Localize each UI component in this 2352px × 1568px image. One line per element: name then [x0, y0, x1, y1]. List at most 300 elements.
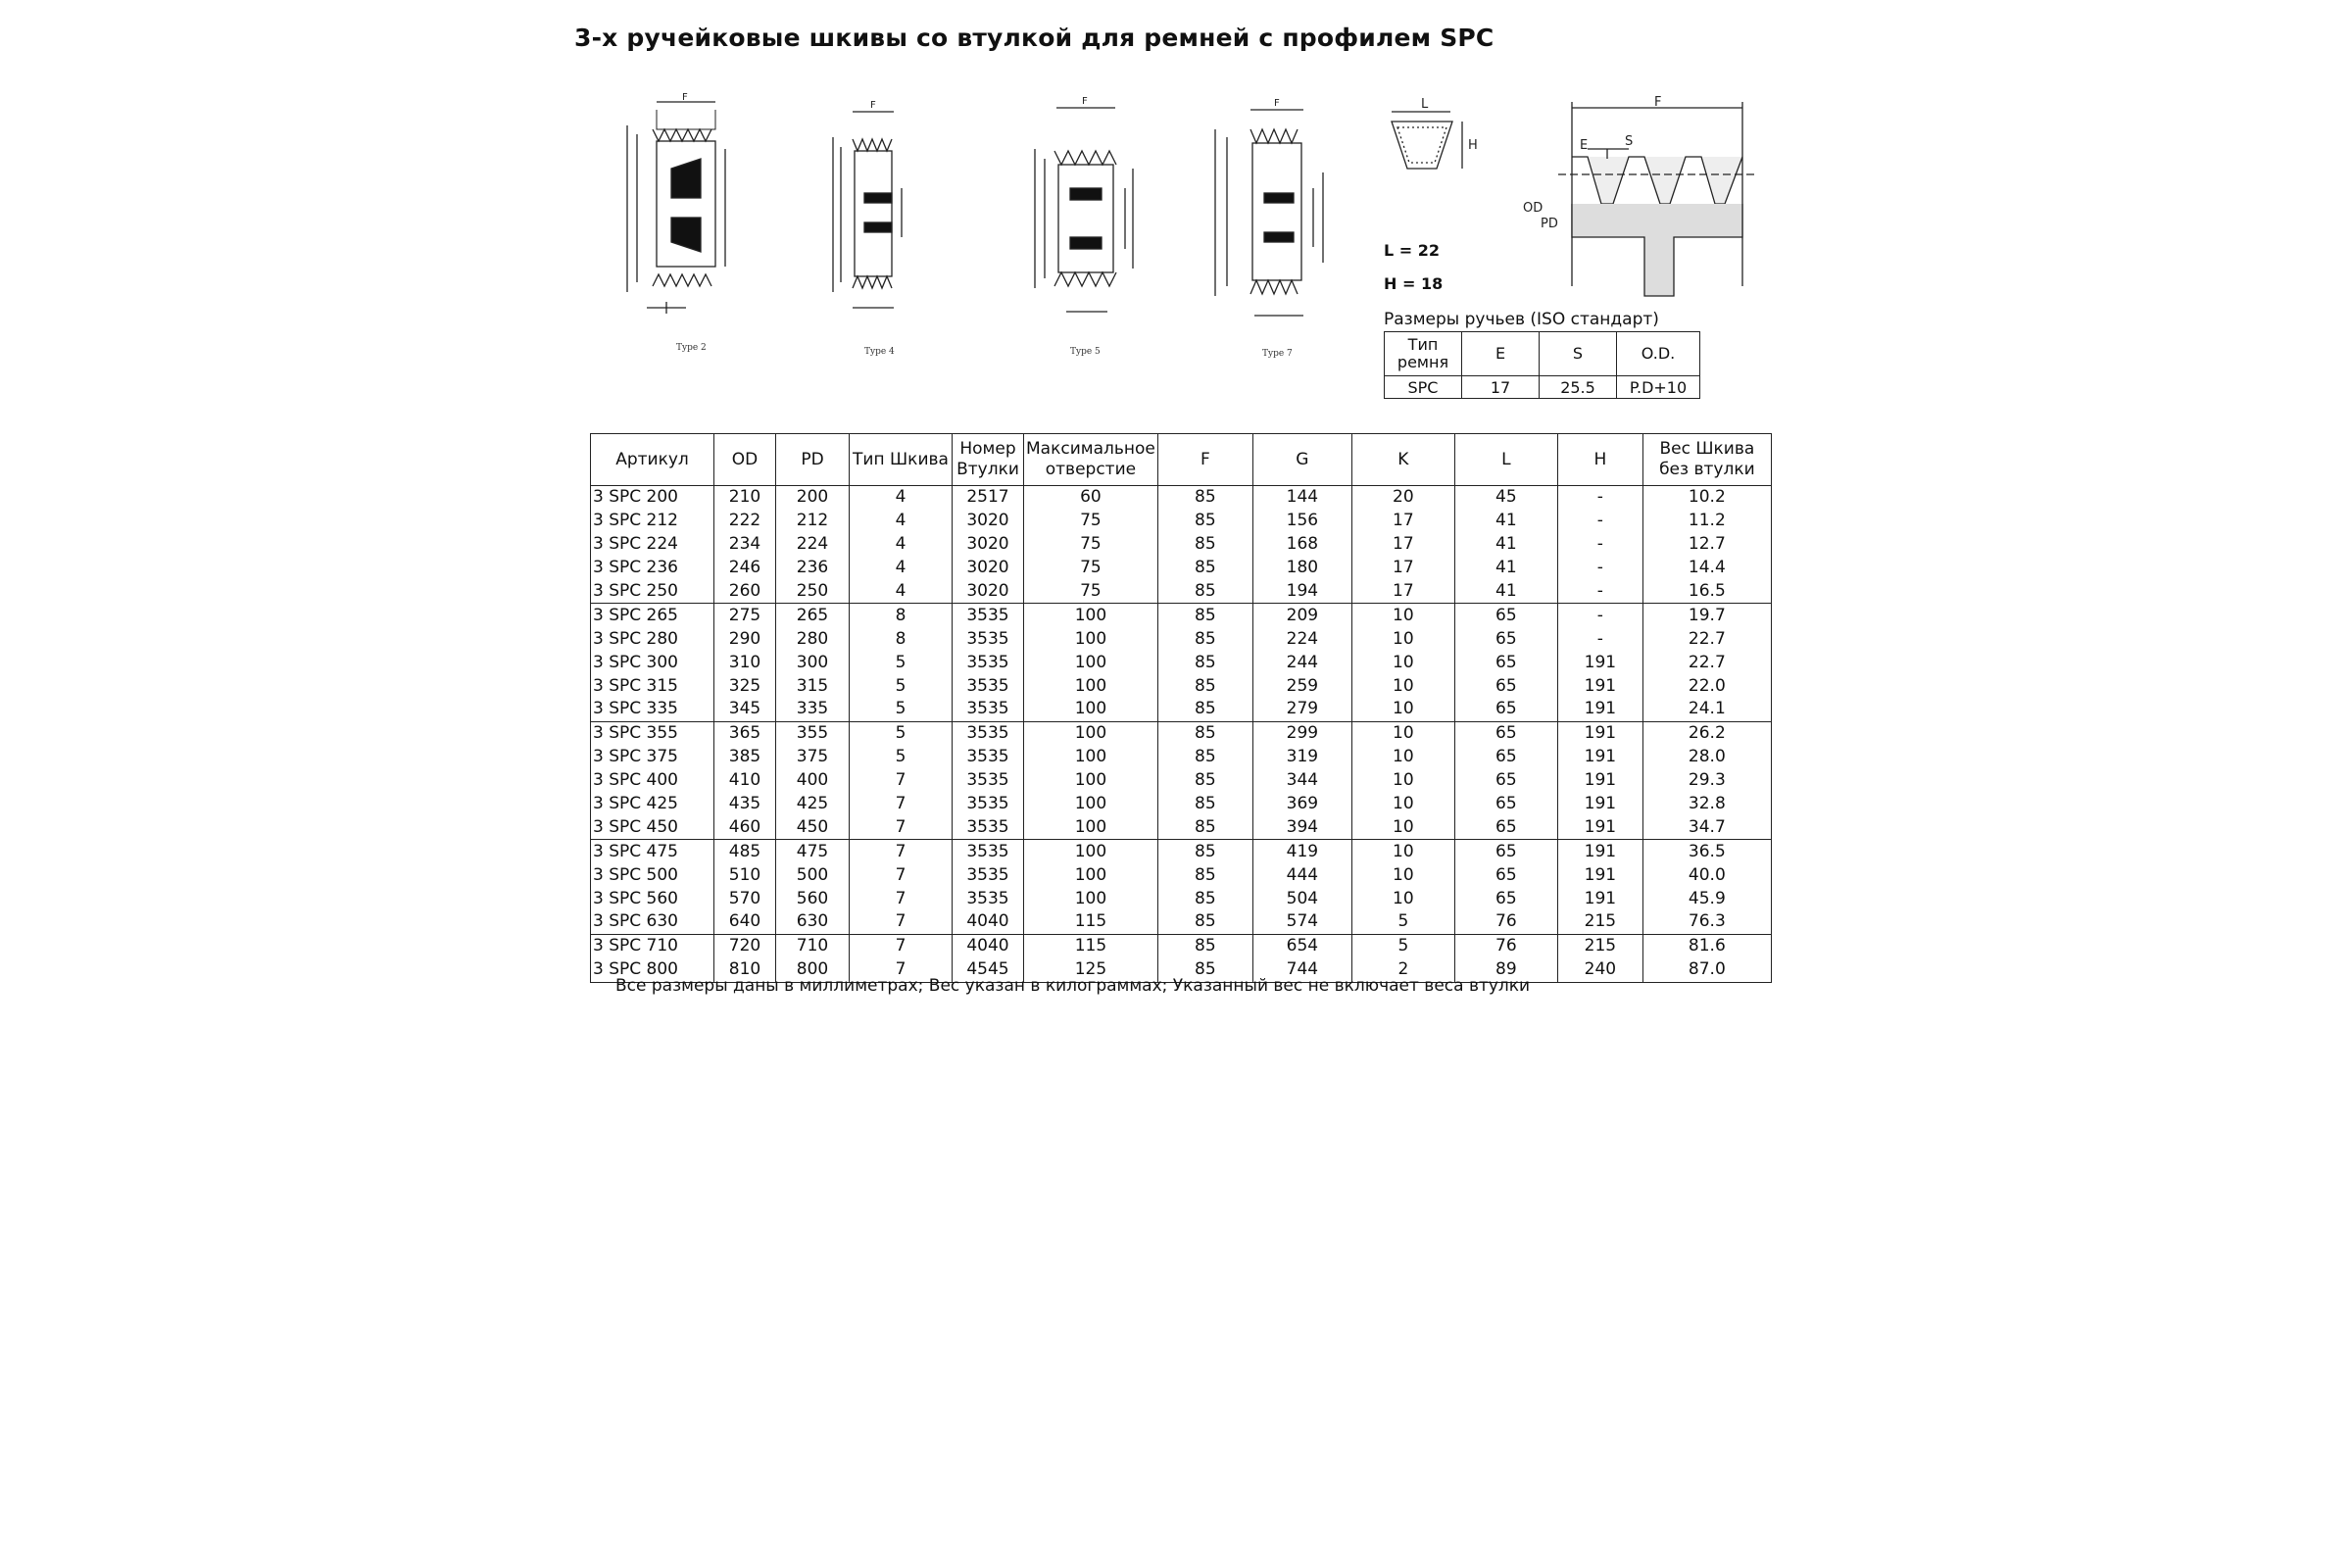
table-cell: 19.7 [1642, 604, 1771, 627]
table-cell: 65 [1454, 769, 1557, 793]
table-cell: 444 [1252, 863, 1351, 887]
table-cell: 85 [1157, 604, 1252, 627]
table-cell: 365 [714, 721, 776, 745]
article-cell: 3 SPC 280 [591, 627, 714, 651]
table-row [591, 580, 1772, 604]
table-cell: 290 [714, 627, 776, 651]
table-cell: 355 [776, 721, 850, 745]
table-cell: 210 [714, 486, 776, 510]
table-cell: 11.2 [1642, 510, 1771, 533]
pulley-type-4-drawing [833, 112, 902, 308]
table-cell: 100 [1024, 721, 1158, 745]
table-cell: 65 [1454, 863, 1557, 887]
table-cell: 3535 [953, 863, 1024, 887]
table-cell: 22.0 [1642, 674, 1771, 698]
article-cell: 3 SPC 450 [591, 815, 714, 839]
table-cell: 4545 [953, 958, 1024, 982]
table-cell: 244 [1252, 651, 1351, 674]
table-cell: 4040 [953, 910, 1024, 934]
table-cell: 7 [850, 887, 953, 910]
table-cell: 419 [1252, 840, 1351, 863]
table-cell: 191 [1557, 863, 1642, 887]
table-cell: 7 [850, 934, 953, 957]
groove-cell: 25.5 [1540, 376, 1617, 399]
table-cell: 7 [850, 840, 953, 863]
table-cell: 279 [1252, 698, 1351, 721]
table-cell: 574 [1252, 910, 1351, 934]
table-cell: 100 [1024, 840, 1158, 863]
table-cell: 14.4 [1642, 557, 1771, 580]
table-cell: 325 [714, 674, 776, 698]
table-cell: 7 [850, 863, 953, 887]
table-cell: 3535 [953, 698, 1024, 721]
belt-H-value: H = 18 [1384, 274, 1444, 293]
table-cell: 100 [1024, 674, 1158, 698]
table-cell: 76 [1454, 910, 1557, 934]
header-g: G [1252, 434, 1351, 486]
table-cell: 17 [1351, 510, 1454, 533]
header-k: K [1351, 434, 1454, 486]
page-title: 3-х ручейковые шкивы со втулкой для ремней с профилем SPC [574, 24, 1494, 52]
type-2-caption: Type 2 [676, 343, 707, 353]
table-row [591, 863, 1772, 887]
table-cell: - [1557, 533, 1642, 557]
table-cell: 460 [714, 815, 776, 839]
table-row [591, 510, 1772, 533]
table-cell: 3535 [953, 840, 1024, 863]
table-cell: 200 [776, 486, 850, 510]
table-cell: 10 [1351, 698, 1454, 721]
table-cell: 85 [1157, 746, 1252, 769]
table-cell: 85 [1157, 934, 1252, 957]
table-cell: 191 [1557, 674, 1642, 698]
table-row [591, 840, 1772, 863]
article-cell: 3 SPC 560 [591, 887, 714, 910]
belt-L-value: L = 22 [1384, 241, 1441, 260]
table-cell: 26.2 [1642, 721, 1771, 745]
table-cell: 81.6 [1642, 934, 1771, 957]
pulley-spec-table [590, 433, 1772, 983]
table-cell: 191 [1557, 769, 1642, 793]
table-cell: 400 [776, 769, 850, 793]
article-cell: 3 SPC 710 [591, 934, 714, 957]
table-cell: 800 [776, 958, 850, 982]
table-cell: 654 [1252, 934, 1351, 957]
table-cell: 259 [1252, 674, 1351, 698]
table-row [591, 533, 1772, 557]
type-5-caption: Type 5 [1070, 347, 1101, 357]
groove-header-cell: Тип ремня [1385, 332, 1462, 376]
table-cell: 65 [1454, 815, 1557, 839]
table-cell: 3535 [953, 674, 1024, 698]
table-cell: 3535 [953, 769, 1024, 793]
table-cell: 40.0 [1642, 863, 1771, 887]
table-cell: 85 [1157, 769, 1252, 793]
table-cell: 29.3 [1642, 769, 1771, 793]
table-cell: 315 [776, 674, 850, 698]
header-pulley-type: Тип Шкива [850, 434, 953, 486]
table-cell: 3535 [953, 793, 1024, 816]
groove-header-cell: O.D. [1617, 332, 1700, 376]
table-cell: 224 [776, 533, 850, 557]
table-cell: 191 [1557, 840, 1642, 863]
table-cell: 85 [1157, 627, 1252, 651]
table-cell: 222 [714, 510, 776, 533]
table-cell: 65 [1454, 604, 1557, 627]
pulley-type-5-drawing [1035, 108, 1133, 312]
table-cell: 85 [1157, 651, 1252, 674]
table-row [591, 934, 1772, 957]
table-cell: 2 [1351, 958, 1454, 982]
table-cell: 3020 [953, 580, 1024, 604]
table-cell: 85 [1157, 486, 1252, 510]
groove-header-cell: S [1540, 332, 1617, 376]
table-cell: - [1557, 627, 1642, 651]
table-cell: 144 [1252, 486, 1351, 510]
table-cell: 275 [714, 604, 776, 627]
table-cell: 5 [1351, 934, 1454, 957]
groove-table-row [1385, 376, 1700, 399]
article-cell: 3 SPC 212 [591, 510, 714, 533]
table-cell: 85 [1157, 510, 1252, 533]
article-cell: 3 SPC 300 [591, 651, 714, 674]
table-cell: 65 [1454, 651, 1557, 674]
table-cell: 10 [1351, 769, 1454, 793]
table-header-row [591, 434, 1772, 486]
dim-F-label: F [870, 100, 876, 111]
table-cell: 10 [1351, 627, 1454, 651]
table-cell: 191 [1557, 651, 1642, 674]
table-cell: 10.2 [1642, 486, 1771, 510]
table-cell: 10 [1351, 651, 1454, 674]
table-cell: 41 [1454, 557, 1557, 580]
dim-F-label: F [682, 92, 688, 103]
table-cell: 369 [1252, 793, 1351, 816]
table-cell: 22.7 [1642, 651, 1771, 674]
table-cell: 5 [850, 651, 953, 674]
table-cell: 240 [1557, 958, 1642, 982]
table-cell: 180 [1252, 557, 1351, 580]
groove-F-label: F [1654, 95, 1662, 110]
table-cell: 209 [1252, 604, 1351, 627]
table-cell: 10 [1351, 793, 1454, 816]
table-cell: 100 [1024, 604, 1158, 627]
table-cell: 394 [1252, 815, 1351, 839]
table-cell: 60 [1024, 486, 1158, 510]
table-cell: 85 [1157, 533, 1252, 557]
table-cell: 7 [850, 958, 953, 982]
table-cell: 5 [850, 721, 953, 745]
table-cell: 100 [1024, 793, 1158, 816]
table-cell: 41 [1454, 533, 1557, 557]
groove-profile-drawing [1558, 102, 1754, 296]
header-pd: PD [776, 434, 850, 486]
article-cell: 3 SPC 224 [591, 533, 714, 557]
table-cell: 45.9 [1642, 887, 1771, 910]
table-cell: 85 [1157, 815, 1252, 839]
table-cell: 10 [1351, 721, 1454, 745]
table-cell: 34.7 [1642, 815, 1771, 839]
groove-header-cell: E [1462, 332, 1540, 376]
table-cell: 20 [1351, 486, 1454, 510]
table-cell: 75 [1024, 510, 1158, 533]
table-cell: 3535 [953, 815, 1024, 839]
header-l: L [1454, 434, 1557, 486]
table-cell: 191 [1557, 698, 1642, 721]
table-cell: 5 [1351, 910, 1454, 934]
table-cell: 100 [1024, 627, 1158, 651]
table-cell: 65 [1454, 887, 1557, 910]
table-cell: 345 [714, 698, 776, 721]
header-bushing-number: Номер Втулки [953, 434, 1024, 486]
table-cell: 41 [1454, 510, 1557, 533]
table-cell: 7 [850, 769, 953, 793]
table-cell: 410 [714, 769, 776, 793]
article-cell: 3 SPC 265 [591, 604, 714, 627]
table-cell: 85 [1157, 698, 1252, 721]
table-cell: 720 [714, 934, 776, 957]
table-cell: 22.7 [1642, 627, 1771, 651]
table-cell: 65 [1454, 793, 1557, 816]
groove-table-header [1385, 332, 1700, 376]
table-cell: 17 [1351, 580, 1454, 604]
table-cell: 215 [1557, 934, 1642, 957]
table-cell: 10 [1351, 863, 1454, 887]
table-cell: 100 [1024, 863, 1158, 887]
table-cell: 32.8 [1642, 793, 1771, 816]
table-cell: 89 [1454, 958, 1557, 982]
table-row [591, 604, 1772, 627]
table-cell: 4 [850, 486, 953, 510]
table-cell: 5 [850, 698, 953, 721]
article-cell: 3 SPC 800 [591, 958, 714, 982]
table-row [591, 486, 1772, 510]
table-cell: 100 [1024, 815, 1158, 839]
table-cell: 710 [776, 934, 850, 957]
article-cell: 3 SPC 236 [591, 557, 714, 580]
table-row [591, 910, 1772, 934]
table-cell: 3535 [953, 721, 1024, 745]
table-cell: 85 [1157, 721, 1252, 745]
table-cell: 28.0 [1642, 746, 1771, 769]
table-cell: 3535 [953, 604, 1024, 627]
table-cell: 744 [1252, 958, 1351, 982]
table-cell: 335 [776, 698, 850, 721]
type-7-caption: Type 7 [1262, 349, 1293, 359]
table-cell: 435 [714, 793, 776, 816]
table-cell: 100 [1024, 769, 1158, 793]
table-cell: 265 [776, 604, 850, 627]
table-cell: 65 [1454, 746, 1557, 769]
table-cell: 100 [1024, 887, 1158, 910]
article-cell: 3 SPC 315 [591, 674, 714, 698]
table-cell: 191 [1557, 746, 1642, 769]
table-cell: 7 [850, 910, 953, 934]
table-cell: 75 [1024, 557, 1158, 580]
pulley-type-2-drawing [627, 102, 725, 314]
dim-F-label: F [1082, 96, 1088, 107]
table-row [591, 746, 1772, 769]
table-row [591, 651, 1772, 674]
table-cell: 85 [1157, 958, 1252, 982]
article-cell: 3 SPC 475 [591, 840, 714, 863]
groove-E-label: E [1580, 138, 1589, 153]
table-cell: 191 [1557, 721, 1642, 745]
table-cell: 76.3 [1642, 910, 1771, 934]
table-cell: 10 [1351, 746, 1454, 769]
table-cell: 65 [1454, 721, 1557, 745]
dim-F-label: F [1274, 98, 1280, 109]
table-cell: 85 [1157, 887, 1252, 910]
table-cell: 3020 [953, 557, 1024, 580]
table-row [591, 557, 1772, 580]
header-article: Артикул [591, 434, 714, 486]
table-cell: 7 [850, 815, 953, 839]
table-cell: 115 [1024, 934, 1158, 957]
table-row [591, 793, 1772, 816]
article-cell: 3 SPC 335 [591, 698, 714, 721]
table-cell: 4 [850, 510, 953, 533]
table-cell: 17 [1351, 533, 1454, 557]
groove-table-caption: Размеры ручьев (ISO стандарт) [1384, 310, 1659, 329]
belt-H-letter: H [1468, 138, 1478, 153]
table-cell: 85 [1157, 863, 1252, 887]
table-cell: 280 [776, 627, 850, 651]
table-cell: 12.7 [1642, 533, 1771, 557]
groove-cell: 17 [1462, 376, 1540, 399]
table-cell: 500 [776, 863, 850, 887]
table-row [591, 769, 1772, 793]
article-cell: 3 SPC 500 [591, 863, 714, 887]
table-cell: 194 [1252, 580, 1351, 604]
table-cell: 191 [1557, 815, 1642, 839]
header-h: H [1557, 434, 1642, 486]
table-cell: 85 [1157, 580, 1252, 604]
table-cell: 3535 [953, 651, 1024, 674]
table-cell: 319 [1252, 746, 1351, 769]
article-cell: 3 SPC 375 [591, 746, 714, 769]
groove-cell: SPC [1385, 376, 1462, 399]
header-weight: Вес Шкива без втулки [1642, 434, 1771, 486]
groove-table [1384, 331, 1700, 399]
table-cell: 3535 [953, 746, 1024, 769]
table-cell: 76 [1454, 934, 1557, 957]
table-cell: 65 [1454, 840, 1557, 863]
table-cell: 100 [1024, 651, 1158, 674]
table-cell: - [1557, 486, 1642, 510]
table-cell: 125 [1024, 958, 1158, 982]
article-cell: 3 SPC 630 [591, 910, 714, 934]
table-cell: 85 [1157, 674, 1252, 698]
table-cell: 41 [1454, 580, 1557, 604]
table-cell: 85 [1157, 557, 1252, 580]
header-f: F [1157, 434, 1252, 486]
table-cell: 2517 [953, 486, 1024, 510]
table-row [591, 887, 1772, 910]
table-cell: - [1557, 557, 1642, 580]
groove-cell: P.D+10 [1617, 376, 1700, 399]
article-cell: 3 SPC 200 [591, 486, 714, 510]
table-cell: 85 [1157, 793, 1252, 816]
table-cell: 260 [714, 580, 776, 604]
table-cell: 191 [1557, 887, 1642, 910]
belt-profile-drawing [1392, 112, 1462, 169]
table-row [591, 721, 1772, 745]
table-cell: 85 [1157, 840, 1252, 863]
table-cell: 485 [714, 840, 776, 863]
table-cell: 4 [850, 533, 953, 557]
table-row [591, 674, 1772, 698]
table-cell: 16.5 [1642, 580, 1771, 604]
footnote: Все размеры даны в миллиметрах; Вес указан в килограммах; Указанный вес не включает веса втулки [615, 976, 1531, 996]
table-cell: 4040 [953, 934, 1024, 957]
table-cell: - [1557, 604, 1642, 627]
table-cell: 299 [1252, 721, 1351, 745]
table-cell: 5 [850, 674, 953, 698]
table-cell: 65 [1454, 698, 1557, 721]
table-cell: 224 [1252, 627, 1351, 651]
table-cell: 300 [776, 651, 850, 674]
table-cell: 8 [850, 627, 953, 651]
table-cell: 75 [1024, 533, 1158, 557]
table-cell: 425 [776, 793, 850, 816]
type-4-caption: Type 4 [864, 347, 895, 357]
table-cell: 10 [1351, 887, 1454, 910]
table-row [591, 627, 1772, 651]
header-max-bore: Максимальное отверстие [1024, 434, 1158, 486]
table-cell: 3535 [953, 887, 1024, 910]
table-cell: 168 [1252, 533, 1351, 557]
table-cell: 85 [1157, 910, 1252, 934]
table-cell: 45 [1454, 486, 1557, 510]
table-cell: 100 [1024, 698, 1158, 721]
table-row [591, 815, 1772, 839]
table-cell: 8 [850, 604, 953, 627]
pulley-type-7-drawing [1215, 110, 1323, 316]
table-cell: 215 [1557, 910, 1642, 934]
table-cell: 36.5 [1642, 840, 1771, 863]
table-cell: 156 [1252, 510, 1351, 533]
table-cell: 236 [776, 557, 850, 580]
table-cell: 344 [1252, 769, 1351, 793]
article-cell: 3 SPC 425 [591, 793, 714, 816]
table-cell: 7 [850, 793, 953, 816]
table-cell: 560 [776, 887, 850, 910]
table-cell: 24.1 [1642, 698, 1771, 721]
table-cell: 375 [776, 746, 850, 769]
groove-S-label: S [1625, 134, 1634, 149]
table-cell: 504 [1252, 887, 1351, 910]
table-cell: 630 [776, 910, 850, 934]
table-cell: 450 [776, 815, 850, 839]
table-cell: 510 [714, 863, 776, 887]
table-cell: - [1557, 580, 1642, 604]
table-cell: 10 [1351, 815, 1454, 839]
table-cell: 640 [714, 910, 776, 934]
table-cell: 100 [1024, 746, 1158, 769]
article-cell: 3 SPC 250 [591, 580, 714, 604]
groove-PD-label: PD [1541, 217, 1558, 231]
belt-L-letter: L [1421, 97, 1429, 112]
article-cell: 3 SPC 355 [591, 721, 714, 745]
table-cell: 475 [776, 840, 850, 863]
table-cell: 5 [850, 746, 953, 769]
article-cell: 3 SPC 400 [591, 769, 714, 793]
table-cell: 65 [1454, 627, 1557, 651]
table-cell: 75 [1024, 580, 1158, 604]
table-cell: 246 [714, 557, 776, 580]
groove-OD-label: OD [1523, 201, 1544, 216]
